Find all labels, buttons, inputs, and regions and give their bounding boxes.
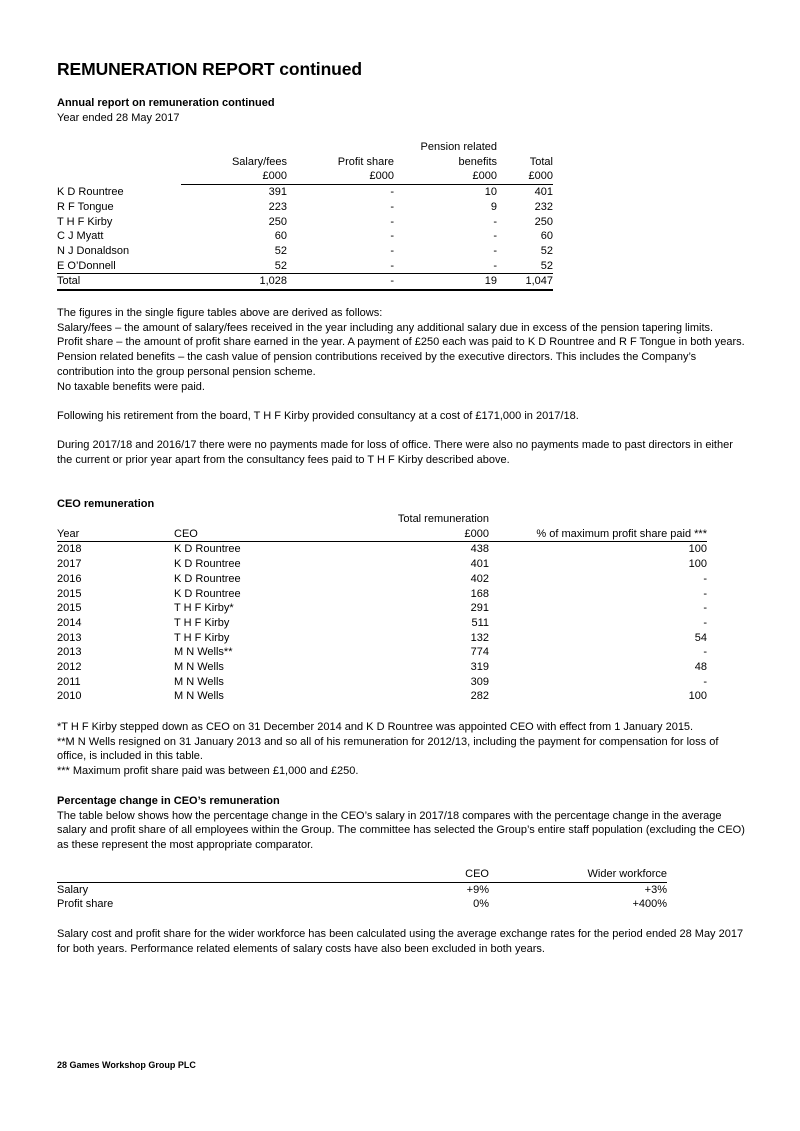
total-label: Total — [57, 275, 81, 288]
table-header-row — [57, 155, 553, 170]
total-total: 1,047 — [525, 275, 553, 288]
ceo-heading: CEO remuneration — [57, 498, 155, 510]
total-salary: 1,028 — [259, 275, 287, 288]
row-pension: - — [493, 215, 497, 228]
row-total: 511 — [471, 616, 489, 629]
row-total: 168 — [470, 587, 489, 600]
note-paragraph: Following his retirement from the board, T H F Kirby provided consultancy at a cost of £171,000 in 2017/18. — [57, 409, 579, 422]
row-pension: 9 — [490, 200, 497, 213]
row-salary: 250 — [268, 215, 287, 228]
row-total: 291 — [470, 602, 489, 615]
table-row — [57, 645, 707, 660]
row-ceo: M N Wells — [174, 675, 224, 688]
single-figure-table — [57, 140, 553, 291]
page-footer: 28 Games Workshop Group PLC — [57, 1060, 196, 1070]
row-profit: - — [390, 186, 394, 199]
notes-section — [57, 306, 747, 468]
note-paragraph: During 2017/18 and 2016/17 there were no payments made for loss of office. There were also no payments made to past directors in either the current or prior year apart from the consultancy fees paid to T H F Kirby described above. — [57, 439, 733, 466]
table-row — [57, 244, 553, 259]
row-ceo: K D Rountree — [174, 587, 241, 600]
row-ceo: T H F Kirby — [174, 631, 230, 644]
pct-change-closing: Salary cost and profit share for the wider workforce has been calculated using the average exchange rates for the period ended 28 May 2017 for both years. Performance related elements of salary costs have also been excluded in both years. — [57, 928, 744, 955]
row-ceo: K D Rountree — [174, 543, 241, 556]
col-unit: £000 — [287, 169, 394, 184]
row-salary: 391 — [268, 186, 287, 199]
row-profit: - — [390, 244, 394, 257]
row-year: 2013 — [57, 631, 82, 644]
row-total: 282 — [470, 690, 489, 703]
section-header — [57, 96, 747, 125]
table-row — [57, 675, 707, 690]
row-wider: +400% — [632, 898, 667, 911]
table-row — [57, 660, 707, 675]
row-year: 2013 — [57, 646, 82, 659]
row-ceo: M N Wells — [174, 661, 224, 674]
section-subheading: Year ended 28 May 2017 — [57, 111, 180, 124]
col-header: Wider workforce — [489, 867, 667, 882]
row-name: N J Donaldson — [57, 244, 130, 257]
row-year: 2012 — [57, 661, 82, 674]
ceo-footnotes — [57, 720, 747, 779]
row-profit: - — [390, 200, 394, 213]
footnote: *** Maximum profit share paid was between £1,000 and £250. — [57, 765, 359, 778]
row-ceo: 0% — [473, 898, 489, 911]
row-pension: 10 — [484, 186, 497, 199]
table-row — [57, 897, 667, 912]
row-pct: 100 — [688, 690, 707, 703]
note-paragraph: Profit share – the amount of profit share earned in the year. A payment of £250 each was paid to K D Rountree and R F Tongue in both years. — [57, 336, 745, 349]
col-header: benefits — [458, 155, 497, 168]
table-header-row — [57, 140, 553, 155]
table-row — [57, 542, 707, 557]
row-total: 438 — [470, 543, 489, 556]
col-header: Total — [529, 155, 553, 168]
row-name: C J Myatt — [57, 230, 104, 243]
pct-change-intro: The table below shows how the percentage change in the CEO’s salary in 2017/18 compares with the percentage change in the average salary and profit share of all employees within the Group. The committee has selected the Group’s entire staff population (excluding the CEO) as these represent the most appropriate comparator. — [57, 809, 745, 852]
col-header — [287, 140, 394, 155]
table-row — [57, 616, 707, 631]
col-unit: £000 — [394, 169, 497, 184]
row-name: R F Tongue — [57, 200, 114, 213]
row-year: 2017 — [57, 558, 82, 571]
row-year: 2014 — [57, 616, 82, 629]
total-pension: 19 — [484, 275, 497, 288]
row-year: 2010 — [57, 690, 82, 703]
pct-change-section — [57, 794, 747, 853]
row-year: 2011 — [57, 675, 81, 688]
row-ceo: M N Wells — [174, 690, 224, 703]
table-row — [57, 200, 553, 215]
row-total: 401 — [470, 558, 489, 571]
col-unit: £000 — [181, 169, 287, 184]
section-heading: Annual report on remuneration continued — [57, 97, 275, 109]
table-row — [57, 215, 553, 230]
row-total: 402 — [470, 572, 489, 585]
row-total: 52 — [497, 259, 553, 274]
col-unit: £000 — [497, 169, 553, 184]
note-paragraph: The figures in the single figure tables above are derived as follows: — [57, 307, 383, 319]
row-ceo: +9% — [466, 883, 489, 896]
table-unit-row — [57, 169, 553, 184]
row-ceo: K D Rountree — [174, 572, 241, 585]
row-name: E O’Donnell — [57, 259, 181, 274]
row-wider: +3% — [644, 883, 667, 896]
col-header: £000 — [336, 527, 489, 542]
row-pct: 48 — [694, 661, 707, 674]
row-total: 52 — [540, 244, 553, 257]
pct-change-heading: Percentage change in CEO’s remuneration — [57, 795, 280, 807]
row-pension: - — [493, 230, 497, 243]
table-row — [57, 557, 707, 572]
row-total: 60 — [540, 230, 553, 243]
table-total-row — [57, 274, 553, 290]
row-pension: - — [394, 259, 497, 274]
footnote: *T H F Kirby stepped down as CEO on 31 December 2014 and K D Rountree was appointed CEO with effect from 1 January 2015. — [57, 721, 694, 733]
row-salary: 60 — [274, 230, 287, 243]
table-row — [57, 689, 707, 704]
row-name: T H F Kirby — [57, 215, 113, 228]
row-ceo: K D Rountree — [174, 558, 241, 571]
row-ceo: M N Wells** — [174, 646, 233, 659]
row-total: 309 — [470, 675, 489, 688]
total-profit: - — [390, 275, 394, 288]
table-row — [57, 631, 707, 646]
note-paragraph: Pension related benefits – the cash value of pension contributions received by the executive directors. This includes the Company’s contribution into the group personal pension scheme. — [57, 351, 697, 378]
row-pct: - — [703, 646, 707, 659]
table-row — [57, 185, 553, 200]
row-profit: - — [287, 259, 394, 274]
row-ceo: T H F Kirby* — [174, 602, 234, 615]
table-row — [57, 572, 707, 587]
ceo-remuneration-table — [57, 512, 707, 704]
row-pct: - — [703, 675, 707, 688]
row-pct: - — [703, 616, 707, 629]
row-total: 250 — [534, 215, 553, 228]
row-ceo: T H F Kirby — [174, 616, 230, 629]
row-profit: - — [390, 230, 394, 243]
row-salary: 223 — [268, 200, 287, 213]
table-row — [57, 259, 553, 274]
col-header: % of maximum profit share paid *** — [489, 527, 707, 542]
row-pct: 100 — [688, 558, 707, 571]
row-pct: 54 — [694, 631, 707, 644]
row-total: 232 — [534, 200, 553, 213]
col-header: Salary/fees — [231, 155, 287, 168]
row-year: 2015 — [57, 602, 82, 615]
col-header — [497, 140, 553, 155]
row-profit: - — [390, 215, 394, 228]
row-year: 2018 — [57, 543, 82, 556]
row-label: Salary — [57, 883, 89, 896]
row-label: Profit share — [57, 898, 114, 911]
row-name: K D Rountree — [57, 185, 124, 198]
col-header: Profit share — [337, 155, 394, 168]
row-year: 2016 — [57, 572, 82, 585]
row-pct: - — [703, 572, 707, 585]
col-header: CEO — [174, 527, 336, 542]
row-pct: 100 — [688, 543, 707, 556]
note-paragraph: Salary/fees – the amount of salary/fees received in the year including any additional salary due in excess of the pension tapering limits. — [57, 321, 714, 334]
table-row — [57, 229, 553, 244]
col-header: CEO — [297, 867, 489, 882]
col-header — [181, 140, 287, 155]
table-header-row — [57, 512, 707, 527]
row-year: 2015 — [57, 587, 82, 600]
table-row — [57, 601, 707, 616]
col-header: Year — [57, 527, 174, 542]
row-pct: - — [703, 587, 707, 600]
table-row — [57, 587, 707, 602]
row-salary: 52 — [181, 259, 287, 274]
footnote: **M N Wells resigned on 31 January 2013 and so all of his remuneration for 2012/13, including the payment for compensation for loss of office, is included in this table. — [57, 735, 719, 763]
table-row — [57, 882, 667, 897]
row-salary: 52 — [274, 244, 287, 257]
row-pct: - — [703, 602, 707, 615]
table-header-row — [57, 527, 707, 542]
row-total: 401 — [534, 186, 553, 199]
pct-change-table — [57, 867, 667, 912]
row-pension: - — [493, 244, 497, 257]
col-header: Total remuneration — [397, 513, 489, 525]
row-total: 132 — [470, 631, 489, 644]
row-total: 319 — [470, 661, 489, 674]
table-header-row — [57, 867, 667, 882]
note-paragraph: No taxable benefits were paid. — [57, 380, 205, 393]
page-title: REMUNERATION REPORT continued — [57, 59, 362, 79]
row-total: 774 — [470, 646, 489, 659]
col-header: Pension related — [420, 141, 497, 153]
